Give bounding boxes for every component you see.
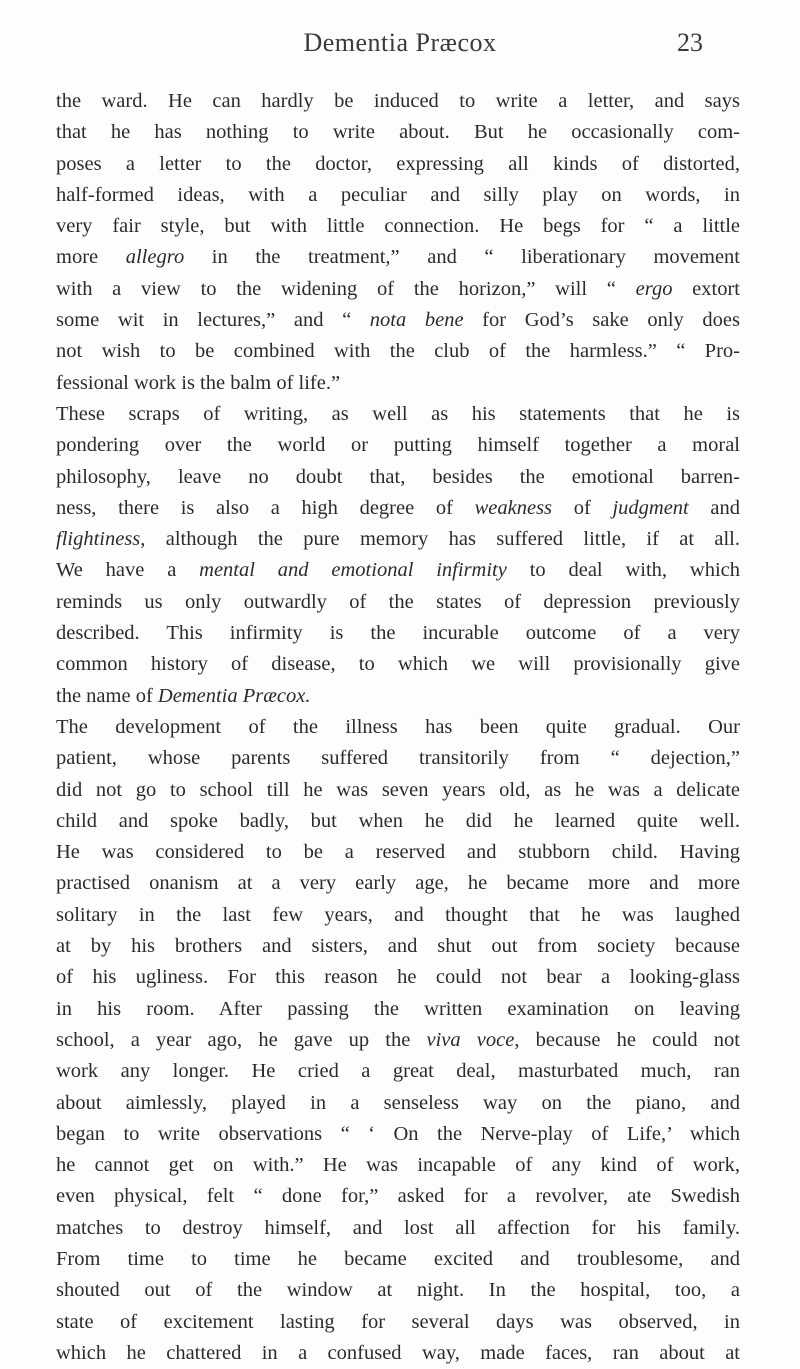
italic-text: flightiness (56, 528, 141, 551)
text-line (56, 1307, 740, 1338)
text-segment: shouted out of the window at night. In the hospital, too, a (56, 1279, 740, 1302)
text-segment: the name of (56, 684, 158, 707)
text-line (56, 462, 740, 493)
text-line (56, 117, 740, 148)
text-line (56, 430, 740, 461)
text-segment: pondering over the world or putting himself together a moral (56, 434, 740, 457)
text-segment: in his room. After passing the written examination on leaving (56, 997, 740, 1020)
text-segment: extort (672, 277, 740, 300)
text-line (56, 931, 740, 962)
text-segment: From time to time he became excited and troublesome, and (56, 1247, 740, 1270)
text-line (56, 1119, 740, 1150)
text-line (56, 524, 740, 555)
text-segment: matches to destroy himself, and lost all affection for his family. (56, 1216, 740, 1239)
text-segment: He was considered to be a reserved and stubborn child. Having (56, 841, 740, 864)
text-line (56, 493, 740, 524)
text-line (56, 305, 740, 336)
text-segment: about aimlessly, played in a senseless way on the piano, and (56, 1091, 740, 1114)
text-segment: at by his brothers and sisters, and shut out from society because (56, 935, 740, 958)
page-number: 23 (677, 28, 703, 57)
text-segment: poses a letter to the doctor, expressing all kinds of distorted, (56, 152, 740, 175)
text-line (56, 274, 740, 305)
text-segment: child and spoke badly, but when he did he learned quite well. (56, 809, 740, 832)
text-segment: that he has nothing to write about. But he occasionally com- (56, 121, 740, 144)
text-segment: school, a year ago, he gave up the (56, 1028, 427, 1051)
italic-text: judgment (612, 496, 689, 519)
text-segment: the ward. He can hardly be induced to write a letter, and says (56, 90, 740, 112)
text-line (56, 994, 740, 1025)
text-line (56, 555, 740, 586)
text-segment: patient, whose parents suffered transitorily from “ dejection,” (56, 747, 740, 770)
text-line (56, 743, 740, 774)
text-line (56, 1244, 740, 1275)
text-line (56, 1338, 740, 1369)
text-line (56, 806, 740, 837)
text-segment: which he chattered in a confused way, made faces, ran about at (56, 1341, 740, 1364)
text-line (56, 336, 740, 367)
text-segment: he cannot get on with.” He was incapable of any kind of work, (56, 1154, 740, 1177)
text-segment: of (552, 496, 613, 519)
text-segment: and (688, 496, 740, 519)
text-segment: to deal with, which (506, 559, 740, 582)
text-segment: common history of disease, to which we will provisionally give (56, 653, 740, 676)
text-segment: The development of the illness has been quite gradual. Our (56, 715, 740, 738)
page-header (0, 28, 800, 68)
text-segment: , because he could not (514, 1028, 740, 1051)
text-line (56, 1056, 740, 1087)
text-line (56, 712, 740, 743)
text-segment: described. This infirmity is the incurable outcome of a very (56, 622, 740, 645)
italic-text: mental and emotional infirmity (199, 559, 507, 582)
text-line (56, 681, 740, 712)
text-segment: We have a (56, 559, 200, 582)
italic-text: Dementia Præcox. (157, 684, 311, 707)
text-line (56, 868, 740, 899)
text-segment: more (56, 246, 126, 269)
text-segment: with a view to the widening of the horizon,” will “ (56, 277, 636, 300)
text-line (56, 1025, 740, 1056)
text-line (56, 962, 740, 993)
text-segment: did not go to school till he was seven years old, as he was a delicate (56, 778, 740, 801)
text-line (56, 837, 740, 868)
text-segment: in the treatment,” and “ liberationary movement (184, 246, 740, 269)
text-segment: not wish to be combined with the club of the harmless.” “ Pro- (56, 340, 740, 363)
italic-text: allegro (125, 246, 185, 269)
text-line (56, 149, 740, 180)
text-line (56, 180, 740, 211)
text-segment: began to write observations “ ‘ On the Nerve-play of Life,’ which (56, 1122, 740, 1145)
text-line (56, 775, 740, 806)
text-line (56, 587, 740, 618)
text-segment: for God’s sake only does (463, 309, 740, 332)
italic-text: ergo (635, 277, 673, 300)
italic-text: viva voce (426, 1028, 515, 1051)
body-text (56, 86, 740, 1369)
text-segment: of his ugliness. For this reason he could not bear a looking-glass (56, 966, 740, 989)
text-line (56, 242, 740, 273)
text-segment: ness, there is also a high degree of (56, 496, 475, 519)
italic-text: nota bene (369, 309, 464, 332)
text-line (56, 399, 740, 430)
text-line (56, 649, 740, 680)
text-segment: philosophy, leave no doubt that, besides the emotional barren- (56, 465, 740, 488)
italic-text: weakness (474, 496, 553, 519)
running-title: Dementia Præcox (303, 28, 497, 57)
text-line (56, 1088, 740, 1119)
text-line (56, 900, 740, 931)
text-segment: practised onanism at a very early age, he became more and more (56, 872, 740, 895)
text-line (56, 1181, 740, 1212)
text-segment: These scraps of writing, as well as his statements that he is (56, 402, 740, 425)
text-segment: fessional work is the balm of life.” (56, 371, 341, 394)
text-segment: very fair style, but with little connection. He begs for “ a little (56, 215, 740, 238)
text-segment: even physical, felt “ done for,” asked for a revolver, ate Swedish (56, 1185, 740, 1208)
text-segment: state of excitement lasting for several days was observed, in (56, 1310, 740, 1333)
text-segment: solitary in the last few years, and thought that he was laughed (56, 903, 740, 926)
text-segment: work any longer. He cried a great deal, masturbated much, ran (56, 1060, 740, 1083)
text-line (56, 86, 740, 117)
text-segment: some wit in lectures,” and “ (56, 309, 370, 332)
text-line (56, 211, 740, 242)
text-line (56, 1275, 740, 1306)
text-segment: reminds us only outwardly of the states of depression previously (56, 590, 740, 613)
text-segment: , although the pure memory has suffered little, if at all. (140, 528, 740, 551)
text-line (56, 1150, 740, 1181)
text-line (56, 618, 740, 649)
text-segment: half-formed ideas, with a peculiar and silly play on words, in (56, 183, 740, 206)
text-line (56, 1213, 740, 1244)
text-line (56, 368, 740, 399)
